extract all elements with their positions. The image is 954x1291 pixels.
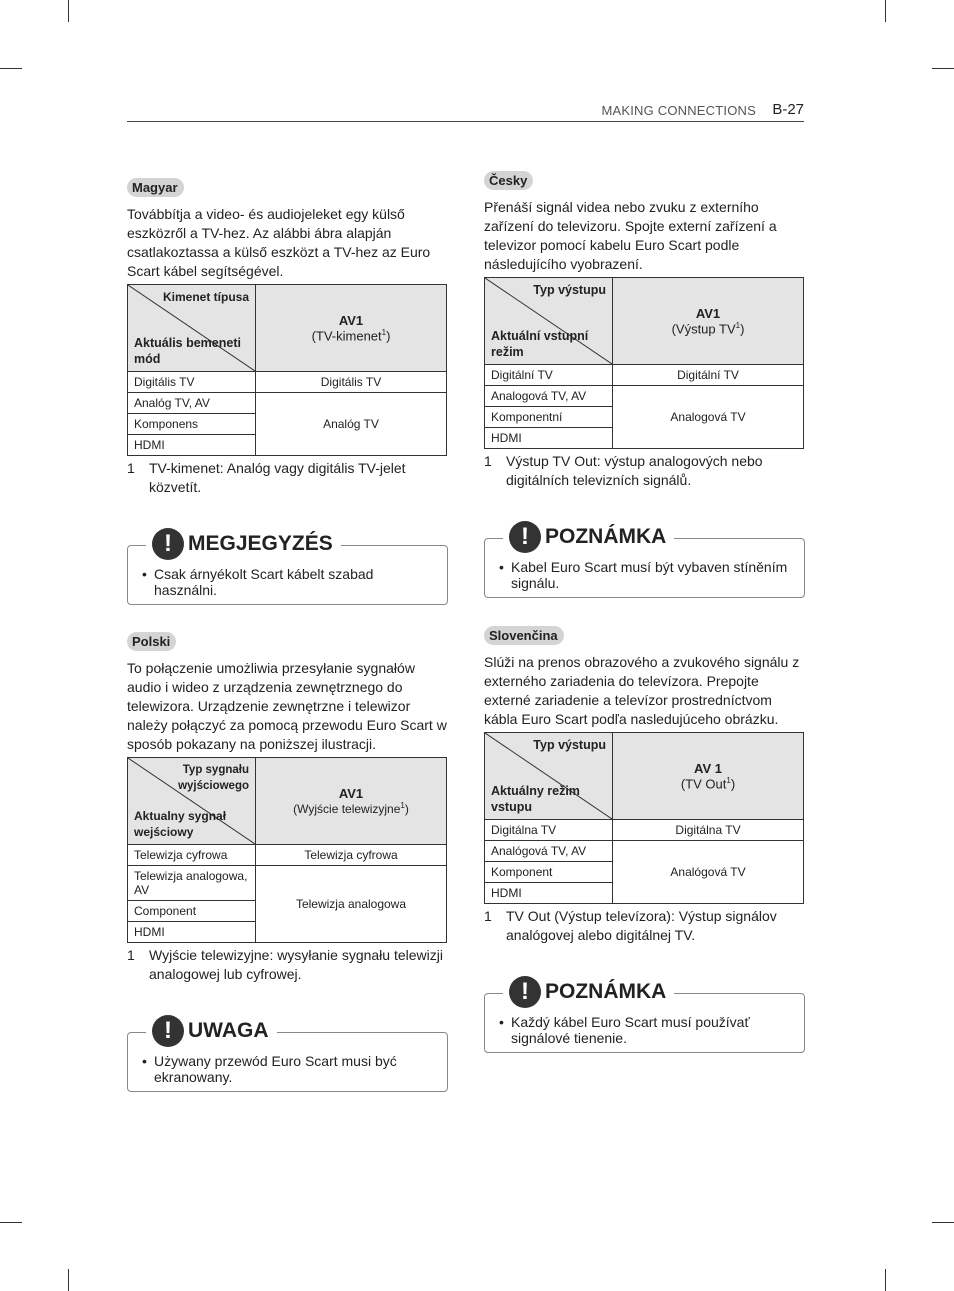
table-row: Telewizja cyfrowa: [128, 845, 256, 866]
page-header: [127, 100, 804, 122]
av-sub-label: (Výstup $TV^1$): [671, 320, 745, 337]
connection-table: [127, 284, 447, 456]
footnote: 1 Wyjście telewizyjne: wysyłanie sygnału telewizji analogowej lub cyfrowej.: [127, 947, 443, 982]
av-sub-label: (Wyjście telewizyjne$^1$): [293, 801, 409, 816]
intro-paragraph: Továbbítja a video- és audiojeleket egy külső eszközről a TV-hez. Az alábbi ábra alapján csatlakoztassa a külső eszközt a TV-hez az Euro Scart kábel segítségével.: [127, 206, 431, 279]
table-row: Digitální TV: [485, 365, 613, 386]
input-mode-label: Aktuální vstupní režim: [491, 329, 589, 359]
footnote: 1 TV-kimenet: Analóg vagy digitális TV-jelet közvetít.: [127, 460, 406, 495]
connection-table: [127, 757, 447, 943]
input-mode-label: Aktuálny režim vstupu: [491, 784, 580, 814]
section-title: MAKING CONNECTIONS: [601, 103, 756, 118]
output-type-label: Typ výstupu: [533, 283, 606, 297]
table-row: Komponens: [128, 414, 256, 435]
input-mode-label: Aktuális bemeneti mód: [134, 336, 241, 366]
note-title: UWAGA: [188, 1019, 269, 1042]
table-row: HDMI: [128, 922, 256, 943]
section-cz: [484, 171, 806, 598]
av-label: AV1: [695, 305, 721, 321]
crop-mark: [932, 68, 954, 69]
table-row: Komponent: [485, 862, 613, 883]
note-text: • Každý kábel Euro Scart musí používať signálové tienenie.: [497, 1014, 794, 1046]
table-diagonal-header: [485, 278, 613, 365]
note-box: [484, 978, 805, 1053]
note-box: [127, 1017, 448, 1092]
crop-mark: [932, 1222, 954, 1223]
av-header: [613, 733, 804, 820]
table-row: Telewizja analogowa, AV: [128, 866, 256, 901]
crop-mark: [885, 0, 886, 22]
footnote: 1 Výstup TV Out: výstup analogových nebo digitálních televizních signálů.: [484, 453, 763, 488]
note-box: [484, 523, 805, 598]
table-diagonal-header: [128, 285, 256, 372]
table-cell: Analóg TV: [256, 393, 447, 456]
note-box: [127, 530, 448, 605]
av-label: AV1: [338, 312, 364, 328]
intro-paragraph: Slúži na prenos obrazového a zvukového signálu z externého zariadenia do televízora. Prepojte externé zariadenie a televízor prostredníctvom kábla Euro Scart podľa nasledujúceho obrázku.: [484, 654, 800, 727]
crop-mark: [0, 1222, 22, 1223]
note-text: • Kabel Euro Scart musí být vybaven stíněním signálu.: [497, 559, 794, 591]
table-row: Analóg TV, AV: [128, 393, 256, 414]
av-sub-label: (TV Out$^1$): [680, 775, 736, 792]
section-hu: [127, 178, 449, 605]
av-label: AV1: [338, 786, 364, 801]
table-row: Component: [128, 901, 256, 922]
av-header: [613, 278, 804, 365]
output-type-label: Typ výstupu: [533, 738, 606, 752]
footnote: 1 TV Out (Výstup televízora): Výstup signálov analógovej alebo digitálnej TV.: [484, 908, 777, 943]
crop-mark: [68, 1269, 69, 1291]
table-cell: Digitální TV: [613, 365, 804, 386]
table-row: HDMI: [128, 435, 256, 456]
crop-mark: [885, 1269, 886, 1291]
av-label: AV 1: [694, 760, 722, 776]
note-title: POZNÁMKA: [545, 525, 667, 548]
table-cell: Telewizja analogowa: [256, 866, 447, 943]
note-text: • Csak árnyékolt Scart kábelt szabad használni.: [140, 566, 437, 598]
table-diagonal-header: [128, 758, 256, 845]
table-row: HDMI: [485, 428, 613, 449]
language-badge: Česky: [484, 171, 533, 190]
exclamation-icon: !: [509, 976, 541, 1008]
table-row: Analogová TV, AV: [485, 386, 613, 407]
exclamation-icon: !: [152, 1015, 184, 1047]
exclamation-icon: !: [509, 521, 541, 553]
exclamation-icon: !: [152, 528, 184, 560]
table-cell: Telewizja cyfrowa: [256, 845, 447, 866]
page-number: B-27: [772, 101, 804, 118]
language-badge: Magyar: [127, 178, 184, 197]
table-cell: Digitális TV: [256, 372, 447, 393]
connection-table: [484, 732, 804, 904]
output-type-label: Kimenet típusa: [162, 290, 249, 304]
table-row: Komponentní: [485, 407, 613, 428]
language-badge: Polski: [127, 632, 176, 651]
language-badge: Slovenčina: [484, 626, 564, 645]
intro-paragraph: To połączenie umożliwia przesyłanie sygnałów audio i wideo z urządzenia zewnętrznego do telewizora. Urządzenie zewnętrzne i telewizor należy połączyć za pomocą przewodu Euro Scart w sposób pokazany na poniższej ilustracji.: [127, 660, 447, 752]
av-header: [256, 758, 447, 845]
section-pl: [127, 632, 449, 1092]
table-row: Digitálna TV: [485, 820, 613, 841]
note-title: MEGJEGYZÉS: [188, 532, 333, 555]
output-type-label: Typ sygnału wyjściowego: [178, 764, 249, 792]
table-diagonal-header: [485, 733, 613, 820]
av-header: [256, 285, 447, 372]
crop-mark: [68, 0, 69, 22]
table-row: Analógová TV, AV: [485, 841, 613, 862]
connection-table: [484, 277, 804, 449]
table-cell: Digitálna TV: [613, 820, 804, 841]
input-mode-label: Aktualny sygnał wejściowy: [134, 809, 227, 839]
section-sk: [484, 626, 806, 1053]
note-title: POZNÁMKA: [545, 980, 667, 1003]
table-cell: Analogová TV: [613, 386, 804, 449]
table-row: Digitális TV: [128, 372, 256, 393]
intro-paragraph: Přenáší signál videa nebo zvuku z externího zařízení do televizoru. Spojte externí zařízení a televizor pomocí kabelu Euro Scart podle následujícího vyobrazení.: [484, 199, 777, 272]
table-cell: Analógová TV: [613, 841, 804, 904]
crop-mark: [0, 68, 22, 69]
av-sub-label: (TV-kimenet$^1$): [311, 327, 391, 344]
note-text: • Używany przewód Euro Scart musi być ekranowany.: [140, 1053, 437, 1085]
table-row: HDMI: [485, 883, 613, 904]
